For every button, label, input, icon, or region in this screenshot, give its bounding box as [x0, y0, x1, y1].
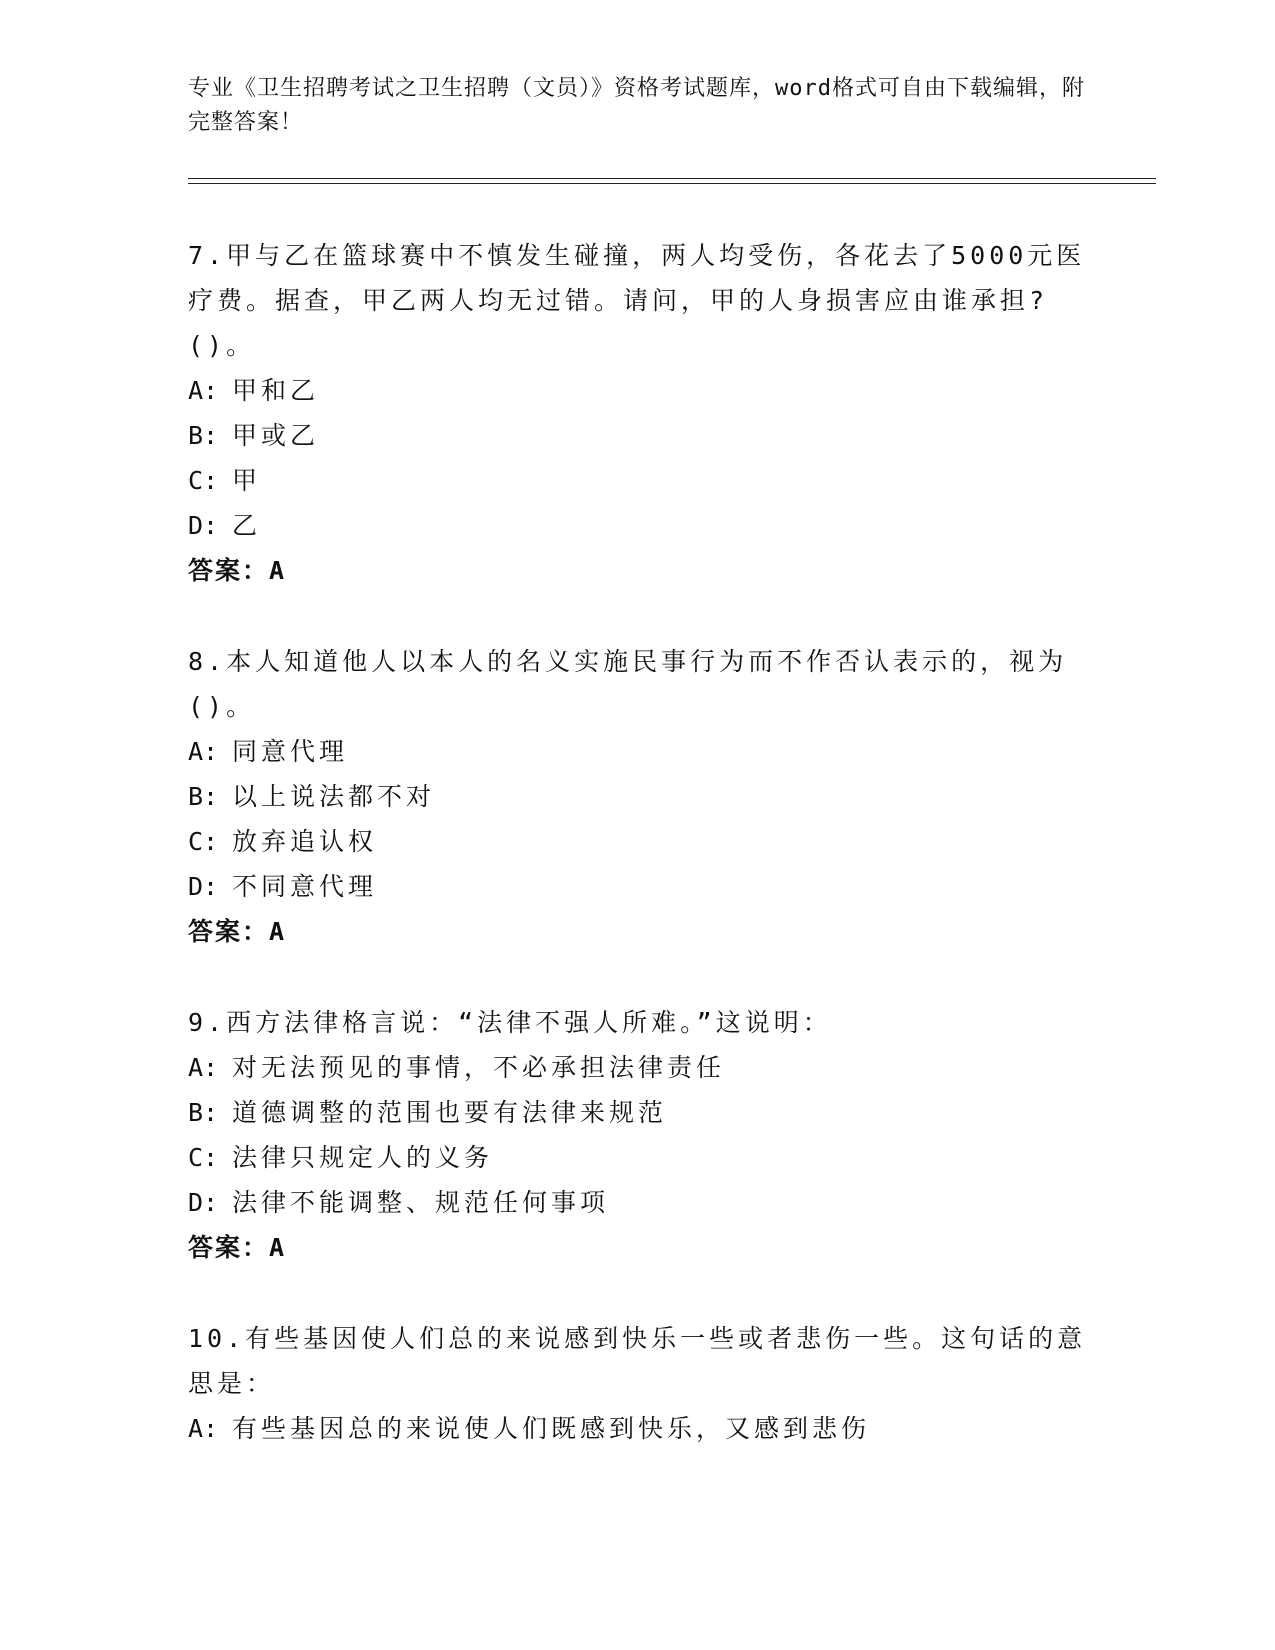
answer-line: 答案：A: [188, 556, 287, 585]
option-c: [188, 1135, 1088, 1180]
option-d: [188, 864, 1088, 909]
option-a: [188, 729, 1088, 774]
option-c: [188, 458, 1088, 503]
option-letter: A:: [188, 737, 219, 766]
header-rule-bottom: [188, 183, 1156, 184]
option-letter: A:: [188, 1414, 219, 1443]
option-text: 同意代理: [232, 737, 349, 766]
option-a: [188, 1045, 1088, 1090]
option-text: 放弃追认权: [232, 827, 378, 856]
question-list: [188, 233, 1088, 1497]
option-text: 不同意代理: [232, 872, 378, 901]
option-letter: D:: [188, 511, 219, 540]
option-a: [188, 368, 1088, 413]
option-letter: A:: [188, 1053, 219, 1082]
question-stem: 7.甲与乙在篮球赛中不慎发生碰撞，两人均受伤，各花去了5000元医疗费。据查，甲乙两人均无过错。请问，甲的人身损害应由谁承担?()。: [188, 241, 1086, 360]
option-text: 乙: [232, 511, 262, 540]
option-text: 甲和乙: [232, 376, 320, 405]
option-letter: C:: [188, 1143, 219, 1172]
question-8: [188, 639, 1088, 954]
option-text: 以上说法都不对: [232, 782, 436, 811]
question-7: [188, 233, 1088, 593]
option-letter: A:: [188, 376, 219, 405]
option-d: [188, 1180, 1088, 1225]
option-b: [188, 774, 1088, 819]
option-d: [188, 503, 1088, 548]
option-letter: B:: [188, 1098, 219, 1127]
option-b: [188, 413, 1088, 458]
option-letter: C:: [188, 827, 219, 856]
question-stem: 8.本人知道他人以本人的名义实施民事行为而不作否认表示的，视为()。: [188, 647, 1068, 721]
option-letter: C:: [188, 466, 219, 495]
option-a: [188, 1406, 1088, 1451]
option-text: 有些基因总的来说使人们既感到快乐，又感到悲伤: [232, 1414, 871, 1443]
option-text: 对无法预见的事情，不必承担法律责任: [232, 1053, 726, 1082]
option-letter: D:: [188, 872, 219, 901]
question-stem: 10.有些基因使人们总的来说感到快乐一些或者悲伤一些。这句话的意思是：: [188, 1324, 1087, 1398]
option-text: 甲: [232, 466, 262, 495]
question-stem: 9.西方法律格言说：“法律不强人所难。”这说明：: [188, 1008, 832, 1037]
answer-line: 答案：A: [188, 1233, 287, 1262]
option-letter: B:: [188, 782, 219, 811]
document-header: 专业《卫生招聘考试之卫生招聘（文员）》资格考试题库，word格式可自由下载编辑，附完整答案！: [188, 76, 1085, 135]
option-text: 道德调整的范围也要有法律来规范: [232, 1098, 668, 1127]
option-text: 法律不能调整、规范任何事项: [232, 1188, 610, 1217]
answer-line: 答案：A: [188, 917, 287, 946]
question-9: [188, 1000, 1088, 1270]
header-rule-top: [188, 178, 1156, 179]
option-text: 法律只规定人的义务: [232, 1143, 494, 1172]
option-letter: B:: [188, 421, 219, 450]
option-letter: D:: [188, 1188, 219, 1217]
option-text: 甲或乙: [232, 421, 320, 450]
option-b: [188, 1090, 1088, 1135]
option-c: [188, 819, 1088, 864]
question-10: [188, 1316, 1088, 1451]
